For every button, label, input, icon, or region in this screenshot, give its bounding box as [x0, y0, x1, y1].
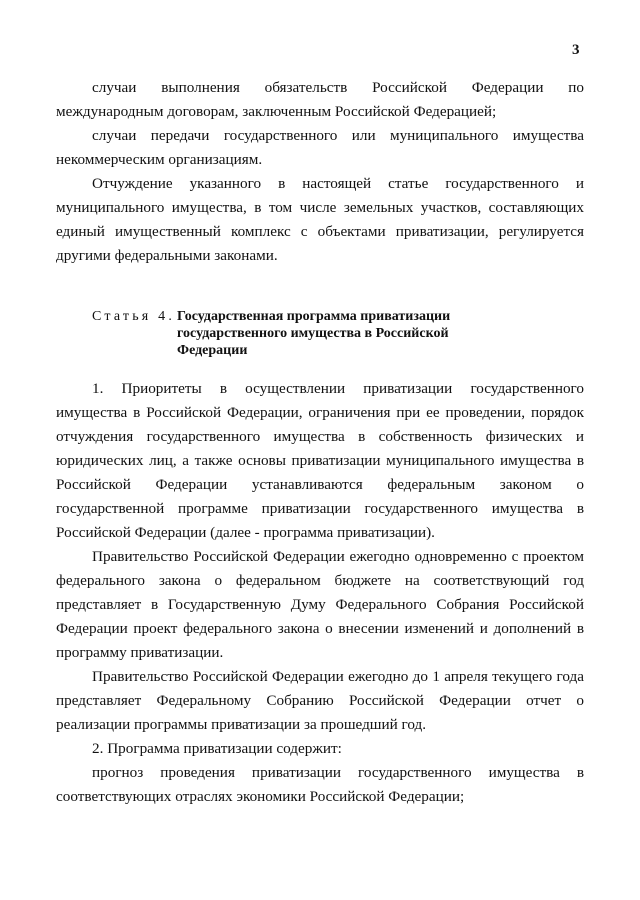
paragraph: Правительство Российской Федерации ежегодно одновременно с проектом федерального закона о федеральном бюджете на соответствующий год представляет в Государственную Думу Федерального Собрания Российской Федерации проект федерального закона о внесении изменений и дополнений в программу приватизации.: [56, 548, 584, 661]
article-heading: [56, 308, 584, 359]
paragraph: Правительство Российской Федерации ежегодно до 1 апреля текущего года представляет Федеральному Собранию Российской Федерации отчет о реализации программы приватизации за прошедший год.: [56, 668, 584, 733]
paragraph: прогноз проведения приватизации государственного имущества в соответствующих отраслях экономики Российской Федерации;: [56, 764, 584, 805]
document-body: [56, 76, 584, 809]
article-title: Государственная программа приватизации государственного имущества в Российской Федерации: [177, 309, 451, 358]
page-number: 3: [572, 42, 580, 58]
paragraph: случаи выполнения обязательств Российской Федерации по международным договорам, заключенным Российской Федерацией;: [56, 79, 584, 120]
paragraph: случаи передачи государственного или муниципального имущества некоммерческим организациям.: [56, 127, 584, 168]
paragraph: 2. Программа приватизации содержит:: [92, 740, 342, 757]
paragraph: Отчуждение указанного в настоящей статье государственного и муниципального имущества, в том числе земельных участков, составляющих единый имущественный комплекс с объектами приватизации, регулируется другими федеральными законами.: [56, 175, 584, 264]
paragraph: 1. Приоритеты в осуществлении приватизации государственного имущества в Российской Федерации, ограничения при ее проведении, порядок отчуждения государственного имущества в собственность физических и юридических лиц, а также основы приватизации муниципального имущества в Российской Федерации устанавливаются федеральным законом о государственной программе приватизации государственного имущества в Российской Федерации (далее - программа приватизации).: [56, 380, 584, 541]
article-number: Статья 4.: [92, 309, 176, 324]
